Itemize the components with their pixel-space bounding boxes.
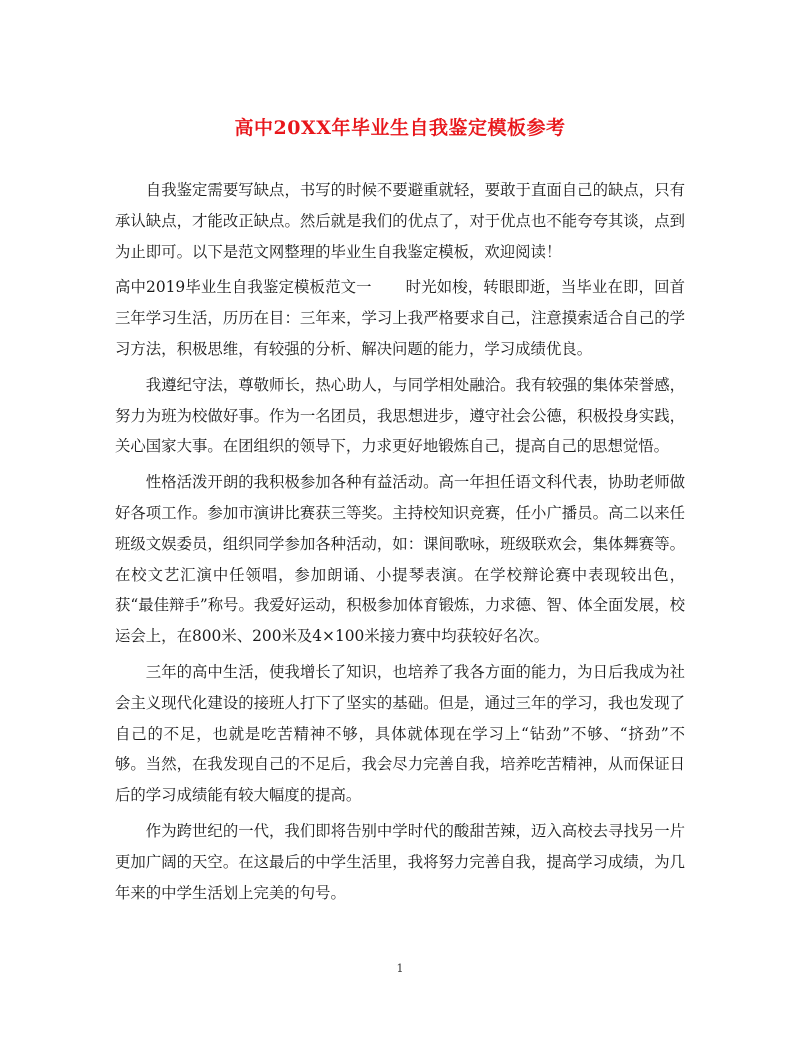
body-paragraph-activities: 性格活泼开朗的我积极参加各种有益活动。高一年担任语文科代表，协助老师做好各项工作。参加市演讲比赛获三等奖。主持校知识竞赛，任小广播员。高二以来任班级文娱委员，组织同学参加各种活动，如：课间歌咏，班级联欢会，集体舞赛等。在校文艺汇演中任领唱，参加朗诵、小提琴表演。在学校辩论赛中表现较出色，获“最佳辩手”称号。我爱好运动，积极参加体育锻炼，力求德、智、体全面发展，校运会上，在800米、200米及4×100米接力赛中均获较好名次。 bbox=[115, 473, 685, 646]
sample-paragraph bbox=[115, 272, 685, 364]
intro-paragraph: 自我鉴定需要写缺点，书写的时候不要避重就轻，要敢于直面自己的缺点，只有承认缺点，才能改正缺点。然后就是我们的优点了，对于优点也不能夸夸其谈，点到为止即可。以下是范文网整理的毕业生自我鉴定模板，欢迎阅读！ bbox=[115, 181, 685, 261]
body-paragraph-reflection: 三年的高中生活，使我增长了知识，也培养了我各方面的能力，为日后我成为社会主义现代化建设的接班人打下了坚实的基础。但是，通过三年的学习，我也发现了自己的不足，也就是吃苦精神不够，具体就体现在学习上“钻劲”不够、“挤劲”不够。当然，在我发现自己的不足后，我会尽力完善自我，培养吃苦精神，从而保证日后的学习成绩能有较大幅度的提高。 bbox=[115, 662, 685, 805]
document-title: 高中20XX年毕业生自我鉴定模板参考 bbox=[234, 117, 566, 139]
sample-intro: 时光如梭，转眼即逝，当毕业在即，回首三年学习生活，历历在目：三年来，学习上我严格要求自己，注意摸索适合自己的学习方法，积极思维，有较强的分析、解决问题的能力，学习成绩优良。 bbox=[115, 278, 685, 358]
body-paragraph-conduct: 我遵纪守法，尊敬师长，热心助人，与同学相处融洽。我有较强的集体荣誉感，努力为班为校做好事。作为一名团员，我思想进步，遵守社会公德，积极投身实践，关心国家大事。在团组织的领导下，力求更好地锻炼自己，提高自己的思想觉悟。 bbox=[115, 375, 685, 456]
sample-heading: 高中2019毕业生自我鉴定模板范文一 bbox=[115, 278, 372, 297]
body-paragraph-closing: 作为跨世纪的一代，我们即将告别中学时代的酸甜苦辣，迈入高校去寻找另一片更加广阔的天空。在这最后的中学生活里，我将努力完善自我，提高学习成绩，为几年来的中学生活划上完美的句号。 bbox=[115, 821, 685, 902]
document-body bbox=[115, 175, 685, 913]
page-number: 1 bbox=[396, 962, 404, 975]
